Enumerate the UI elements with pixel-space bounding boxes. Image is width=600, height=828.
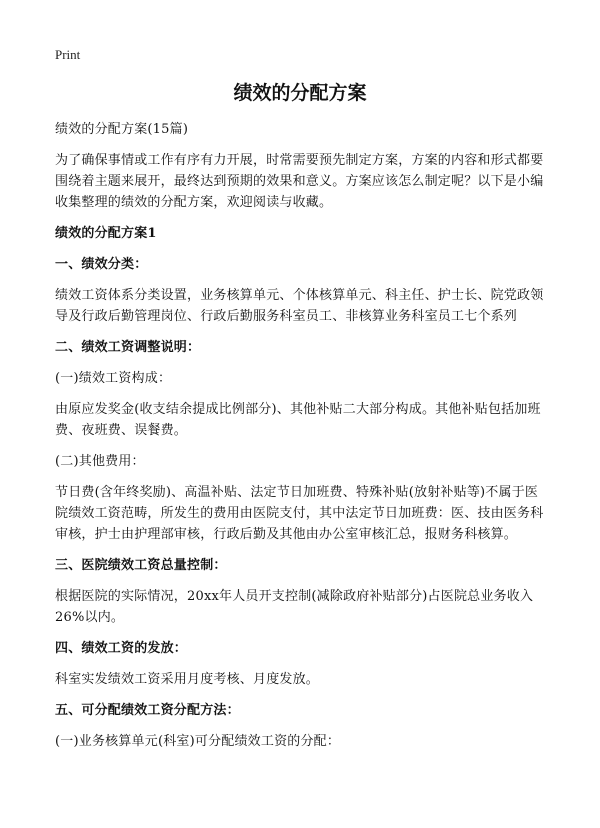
heading-distribution-method: 五、可分配绩效工资分配方法：: [55, 703, 240, 718]
paragraph: 根据医院的实际情况，20xx年人员开支控制(减除政府补贴部分)占医院总业务收入26%以内。: [55, 589, 534, 625]
intro-paragraph: 为了确保事情或工作有序有力开展，时常需要预先制定方案，方案的内容和形式都要围绕着主题来展开，最终达到预期的效果和意义。方案应该怎么制定呢？以下是小编收集整理的绩效的分配方案，欢迎阅读与收藏。: [55, 153, 544, 210]
heading-payment: 四、绩效工资的发放：: [55, 641, 188, 656]
paragraph: 科室实发绩效工资采用月度考核、月度发放。: [55, 672, 320, 687]
paragraph: 绩效工资体系分类设置，业务核算单元、个体核算单元、科主任、护士长、院党政领导及行政后勤管理岗位、行政后勤服务科室员工、非核算业务科室员工七个系列: [55, 288, 544, 324]
heading-total-control: 三、医院绩效工资总量控制：: [55, 558, 227, 573]
paragraph: (一)绩效工资构成：: [55, 371, 172, 386]
document-subtitle: 绩效的分配方案(15篇): [55, 122, 189, 137]
page-title: 绩效的分配方案: [233, 82, 367, 104]
heading-salary-adjustment: 二、绩效工资调整说明：: [55, 340, 201, 355]
heading-performance-classification: 一、绩效分类：: [55, 257, 148, 272]
paragraph: (一)业务核算单元(科室)可分配绩效工资的分配：: [55, 734, 341, 749]
paragraph: 节日费(含年终奖励)、高温补贴、法定节日加班费、特殊补贴(放射补贴等)不属于医院绩效工资范畴，所发生的费用由医院支付，其中法定节日加班费：医、技由医务科审核，护士由护理部审核，行政后勤及其他由办公室审核汇总，报财务科核算。: [55, 485, 544, 542]
paragraph: 由原应发奖金(收支结余提成比例部分)、其他补贴二大部分构成。其他补贴包括加班费、夜班费、误餐费。: [55, 402, 541, 438]
paragraph: (二)其他费用：: [55, 454, 145, 469]
section-heading: 绩效的分配方案1: [55, 226, 157, 241]
print-link[interactable]: Print: [55, 47, 81, 62]
document-body: [55, 119, 550, 762]
